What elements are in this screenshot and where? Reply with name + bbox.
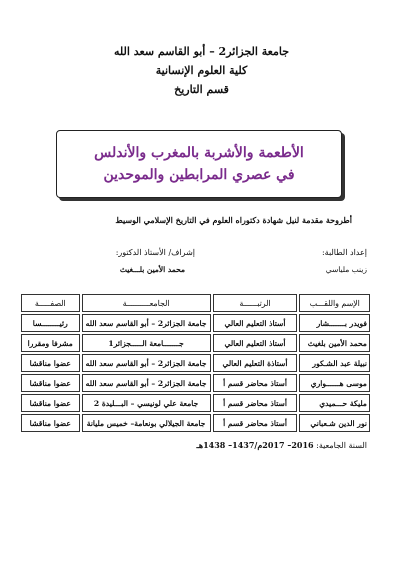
committee-header-row bbox=[21, 294, 370, 312]
supervisor-name: محمد الأمين بلـــغيث bbox=[119, 265, 185, 274]
member-role: عضوا مناقشا bbox=[21, 394, 80, 412]
committee-table bbox=[19, 292, 372, 434]
member-role: مشرفا ومقررا bbox=[21, 334, 80, 352]
member-role: عضوا مناقشا bbox=[21, 414, 80, 432]
department-name: قسم التاريخ bbox=[174, 83, 229, 96]
thesis-title-line2: في عصري المرابطين والموحدين bbox=[103, 167, 295, 183]
member-name: موسى هــــــواري bbox=[299, 374, 370, 392]
student-name: زينب ملياسي bbox=[325, 265, 367, 274]
member-rank: أستاذ محاضر قسم أ bbox=[213, 374, 298, 392]
member-role: رئيــــــــسا bbox=[21, 314, 80, 332]
header-role: الصفـــــة bbox=[21, 294, 80, 312]
thesis-note: أطروحة مقدمة لنيل شهادة دكتوراه العلوم في التاريخ الإسلامي الوسيط bbox=[115, 215, 352, 225]
table-row bbox=[21, 414, 370, 432]
table-row bbox=[21, 374, 370, 392]
document-header bbox=[0, 42, 403, 99]
member-name: محمد الأمين بلغيث bbox=[299, 334, 370, 352]
member-university: جامعة الجزائر2 – أبو القاسم سعد الله bbox=[82, 354, 211, 372]
member-university: جامعة الجزائر2 – أبو القاسم سعد الله bbox=[82, 314, 211, 332]
member-university: جامعة الجيلالي بونعامة– خميس مليانة bbox=[82, 414, 211, 432]
header-rank: الرتبــــــة bbox=[213, 294, 298, 312]
member-rank: أستاذ التعليم العالي bbox=[213, 334, 298, 352]
supervisor-label: إشراف/ الأستاذ الدكتور: bbox=[115, 248, 195, 257]
header-university: الجامعــــــــــة bbox=[82, 294, 211, 312]
member-university: جامعة علي لونيسي – البـــليدة 2 bbox=[82, 394, 211, 412]
university-name: جامعة الجزائر2 – أبو القاسم سعد الله bbox=[113, 45, 290, 58]
member-role: عضوا مناقشا bbox=[21, 354, 80, 372]
member-rank: أستاذة التعليم العالي bbox=[213, 354, 298, 372]
table-row bbox=[21, 354, 370, 372]
member-rank: أستاذ التعليم العالي bbox=[213, 314, 298, 332]
member-name: فويدر بـــــــشار bbox=[299, 314, 370, 332]
header-name: الإسم واللقـــب bbox=[299, 294, 370, 312]
member-rank: أستاذ محاضر قسم أ bbox=[213, 394, 298, 412]
student-label: إعداد الطالبة: bbox=[321, 248, 367, 257]
table-row bbox=[21, 314, 370, 332]
thesis-title-box bbox=[56, 130, 342, 198]
member-university: جـــــــامعة الـــــجزائر1 bbox=[82, 334, 211, 352]
table-row bbox=[21, 334, 370, 352]
faculty-name: كلية العلوم الإنسانية bbox=[155, 64, 248, 77]
thesis-title-line1: الأطعمة والأشربة بالمغرب والأندلس bbox=[94, 145, 304, 161]
member-name: نور الدين شـعباني bbox=[299, 414, 370, 432]
member-rank: أستاذ محاضر قسم أ bbox=[213, 414, 298, 432]
member-name: مليكة حـــميدي bbox=[299, 394, 370, 412]
member-role: عضوا مناقشا bbox=[21, 374, 80, 392]
academic-year-label: السنة الجامعية: bbox=[316, 441, 367, 450]
table-row bbox=[21, 394, 370, 412]
member-name: نبيلة عبد الشـكور bbox=[299, 354, 370, 372]
academic-year-value: 2016– 2017م/1437– 1438هـ bbox=[196, 440, 314, 450]
academic-year bbox=[197, 440, 368, 450]
member-university: جامعة الجزائر2 – أبو القاسم سعد الله bbox=[82, 374, 211, 392]
